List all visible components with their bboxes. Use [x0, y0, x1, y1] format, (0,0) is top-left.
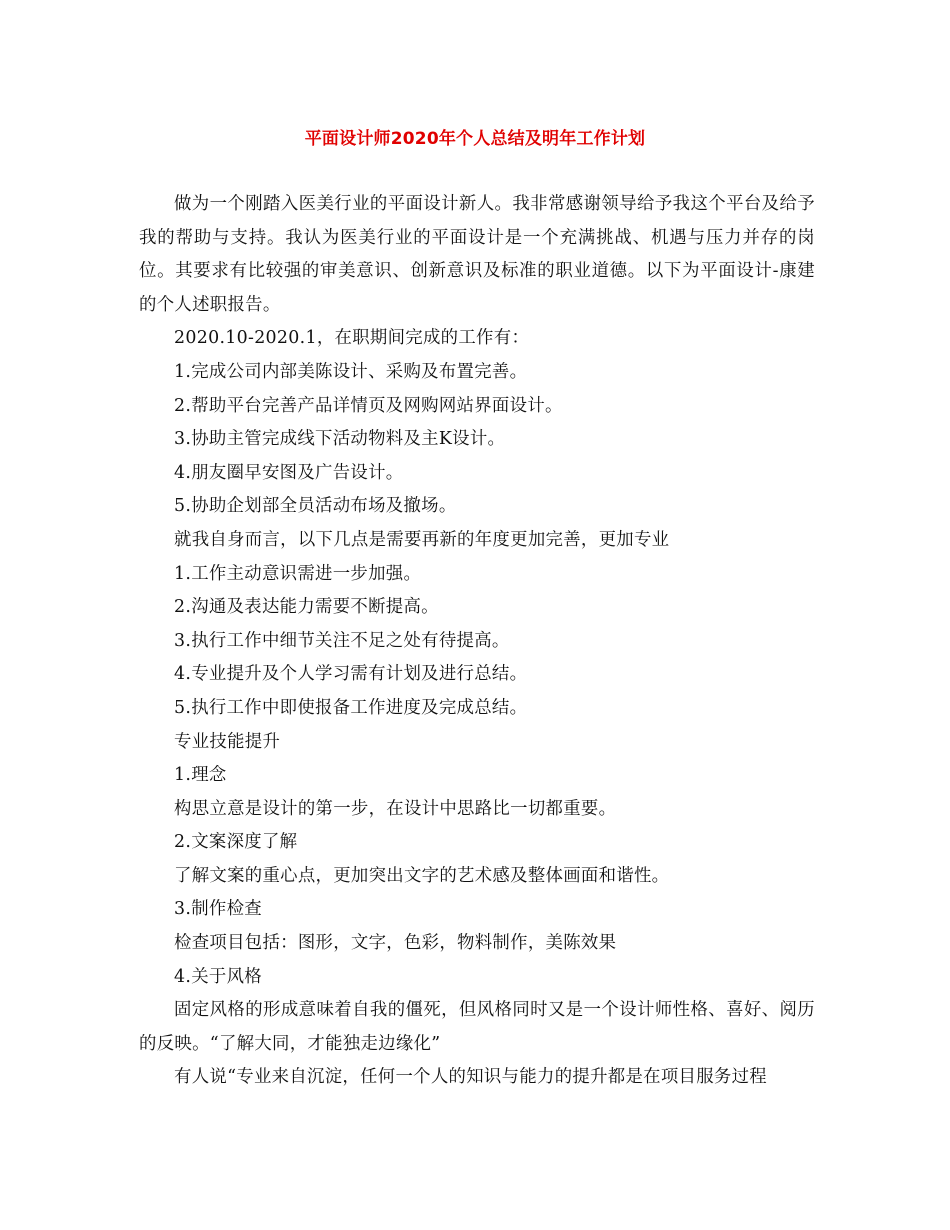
work-item: 1.完成公司内部美陈设计、采购及布置完善。 [174, 361, 528, 382]
improve-item: 1.工作主动意识需进一步加强。 [174, 563, 422, 584]
skill-heading: 2.文案深度了解 [174, 832, 298, 853]
work-item: 2.帮助平台完善产品详情页及网购网站界面设计。 [174, 395, 563, 416]
improve-intro-line: 就我自身而言，以下几点是需要再新的年度更加完善，更加专业 [174, 529, 670, 550]
improve-item: 3.执行工作中细节关注不足之处有待提高。 [174, 630, 510, 651]
work-item: 4.朋友圈早安图及广告设计。 [174, 462, 404, 483]
intro-paragraph: 做为一个刚踏入医美行业的平面设计新人。我非常感谢领导给予我这个平台及给予我的帮助与支持。我认为医美行业的平面设计是一个充满挑战、机遇与压力并存的岗位。其要求有比较强的审美意识、创新意识及标准的职业道德。以下为平面设计-康建的个人述职报告。 [139, 194, 815, 315]
improve-item: 4.专业提升及个人学习需有计划及进行总结。 [174, 664, 528, 685]
work-item: 5.协助企划部全员活动布场及撤场。 [174, 496, 457, 517]
skill-heading: 3.制作检查 [174, 899, 262, 920]
skill-text: 构思立意是设计的第一步，在设计中思路比一切都重要。 [174, 798, 617, 819]
improve-item: 5.执行工作中即使报备工作进度及完成总结。 [174, 697, 528, 718]
document-body [139, 188, 815, 1095]
skill-text: 了解文案的重心点，更加突出文字的艺术感及整体画面和谐性。 [174, 865, 670, 886]
skill-heading: 1.理念 [174, 765, 227, 786]
document-title: 平面设计师2020年个人总结及明年工作计划 [304, 129, 646, 149]
skill-heading: 4.关于风格 [174, 966, 262, 987]
skills-heading: 专业技能提升 [174, 731, 281, 752]
work-period-line: 2020.10-2020.1，在职期间完成的工作有： [174, 328, 530, 349]
work-item: 3.协助主管完成线下活动物料及主K设计。 [174, 429, 506, 450]
improve-item: 2.沟通及表达能力需要不断提高。 [174, 597, 439, 618]
skill-text: 检查项目包括：图形，文字，色彩，物料制作，美陈效果 [174, 933, 617, 954]
closing-paragraph: 有人说“专业来自沉淀，任何一个人的知识与能力的提升都是在项目服务过程 [174, 1067, 767, 1088]
skill-text: 固定风格的形成意味着自我的僵死，但风格同时又是一个设计师性格、喜好、阅历的反映。“了解大同，才能独走边缘化” [139, 1000, 815, 1054]
